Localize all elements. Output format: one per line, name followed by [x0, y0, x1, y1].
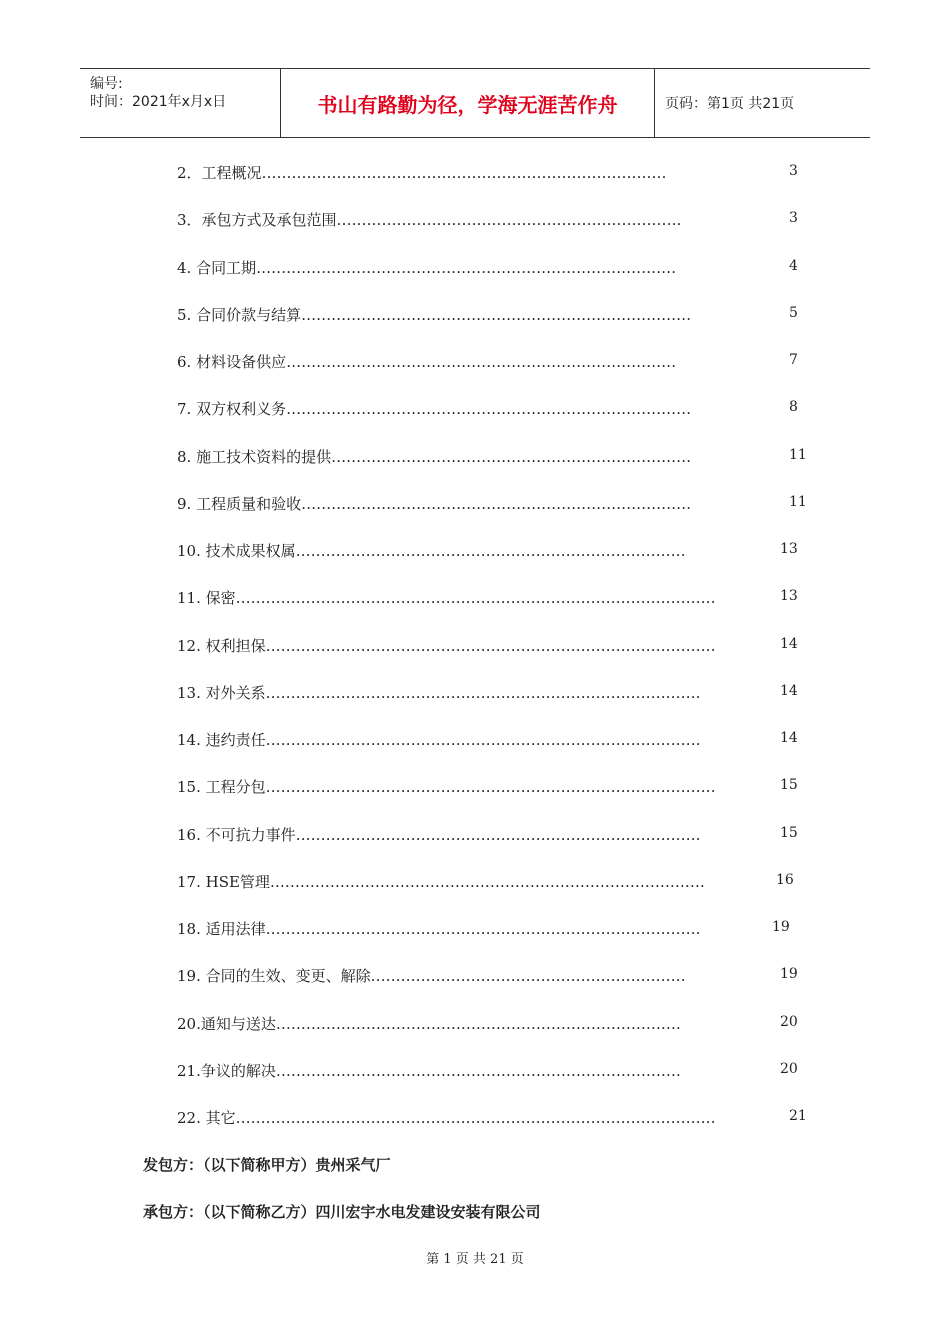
toc-page-number: 8 — [789, 399, 798, 415]
toc-entry: 15. 工程分包……………………………………………………………………………… — [177, 778, 716, 796]
header-meta — [80, 69, 281, 137]
contractor-line: 承包方：（以下简称乙方）四川宏宇水电发建设安装有限公司 — [143, 1203, 541, 1221]
toc-entry: 7. 双方权利义务……………………………………………………………………… — [177, 400, 692, 418]
toc-entry: 20.通知与送达……………………………………………………………………… — [177, 1015, 681, 1033]
toc-page-number: 11 — [789, 494, 807, 510]
toc-entry: 2．工程概况……………………………………………………………………… — [177, 164, 667, 182]
toc-entry: 8. 施工技术资料的提供……………………………………………………………… — [177, 448, 692, 466]
toc-page-number: 15 — [780, 777, 798, 793]
employer-line: 发包方：（以下简称甲方）贵州采气厂 — [143, 1156, 391, 1174]
toc-page-number: 3 — [789, 163, 798, 179]
toc-page-number: 7 — [789, 352, 798, 368]
toc-page-number: 20 — [780, 1014, 798, 1030]
toc-entry: 6. 材料设备供应…………………………………………………………………… — [177, 353, 677, 371]
toc-entry: 22. 其它…………………………………………………………………………………… — [177, 1109, 716, 1127]
toc-entry: 19. 合同的生效、变更、解除……………………………………………………… — [177, 967, 686, 985]
toc-page-number: 13 — [780, 588, 798, 604]
toc-page-number: 4 — [789, 258, 798, 274]
header-page-info: 页码：第1页 共21页 — [665, 96, 795, 112]
toc-entry: 14. 违约责任…………………………………………………………………………… — [177, 731, 701, 749]
page-footer: 第 1 页 共 21 页 — [426, 1252, 524, 1267]
toc-page-number: 20 — [780, 1061, 798, 1077]
toc-entry: 21.争议的解决……………………………………………………………………… — [177, 1062, 681, 1080]
toc-page-number: 14 — [780, 730, 798, 746]
toc-entry: 9. 工程质量和验收…………………………………………………………………… — [177, 495, 692, 513]
toc-page-number: 5 — [789, 305, 798, 321]
toc-entry: 13. 对外关系…………………………………………………………………………… — [177, 684, 701, 702]
number-label: 编号: — [90, 76, 123, 92]
toc-entry: 18. 适用法律…………………………………………………………………………… — [177, 920, 701, 938]
toc-page-number: 11 — [789, 447, 807, 463]
toc-page-number: 3 — [789, 210, 798, 226]
toc-page-number: 19 — [772, 919, 790, 935]
toc-page-number: 21 — [789, 1108, 807, 1124]
toc-entry: 12. 权利担保……………………………………………………………………………… — [177, 637, 716, 655]
toc-page-number: 19 — [780, 966, 798, 982]
toc-entry: 5. 合同价款与结算…………………………………………………………………… — [177, 306, 692, 324]
toc-entry: 16. 不可抗力事件……………………………………………………………………… — [177, 826, 701, 844]
time-label: 时间：2021年x月x日 — [90, 94, 227, 110]
toc-page-number: 15 — [780, 825, 798, 841]
toc-entry: 11. 保密…………………………………………………………………………………… — [177, 589, 716, 607]
toc-page-number: 14 — [780, 683, 798, 699]
toc-entry: 10. 技术成果权属…………………………………………………………………… — [177, 542, 686, 560]
toc-entry: 3．承包方式及承包范围…………………………………………………………… — [177, 211, 682, 229]
header-motto: 书山有路勤为径，学海无涯苦作舟 — [281, 69, 655, 137]
toc-entry: 17. HSE管理…………………………………………………………………………… — [177, 873, 705, 891]
toc-page-number: 14 — [780, 636, 798, 652]
toc-page-number: 13 — [780, 541, 798, 557]
toc-page-number: 16 — [776, 872, 794, 888]
toc-entry: 4. 合同工期………………………………………………………………………… — [177, 259, 677, 277]
page-header — [80, 68, 870, 138]
